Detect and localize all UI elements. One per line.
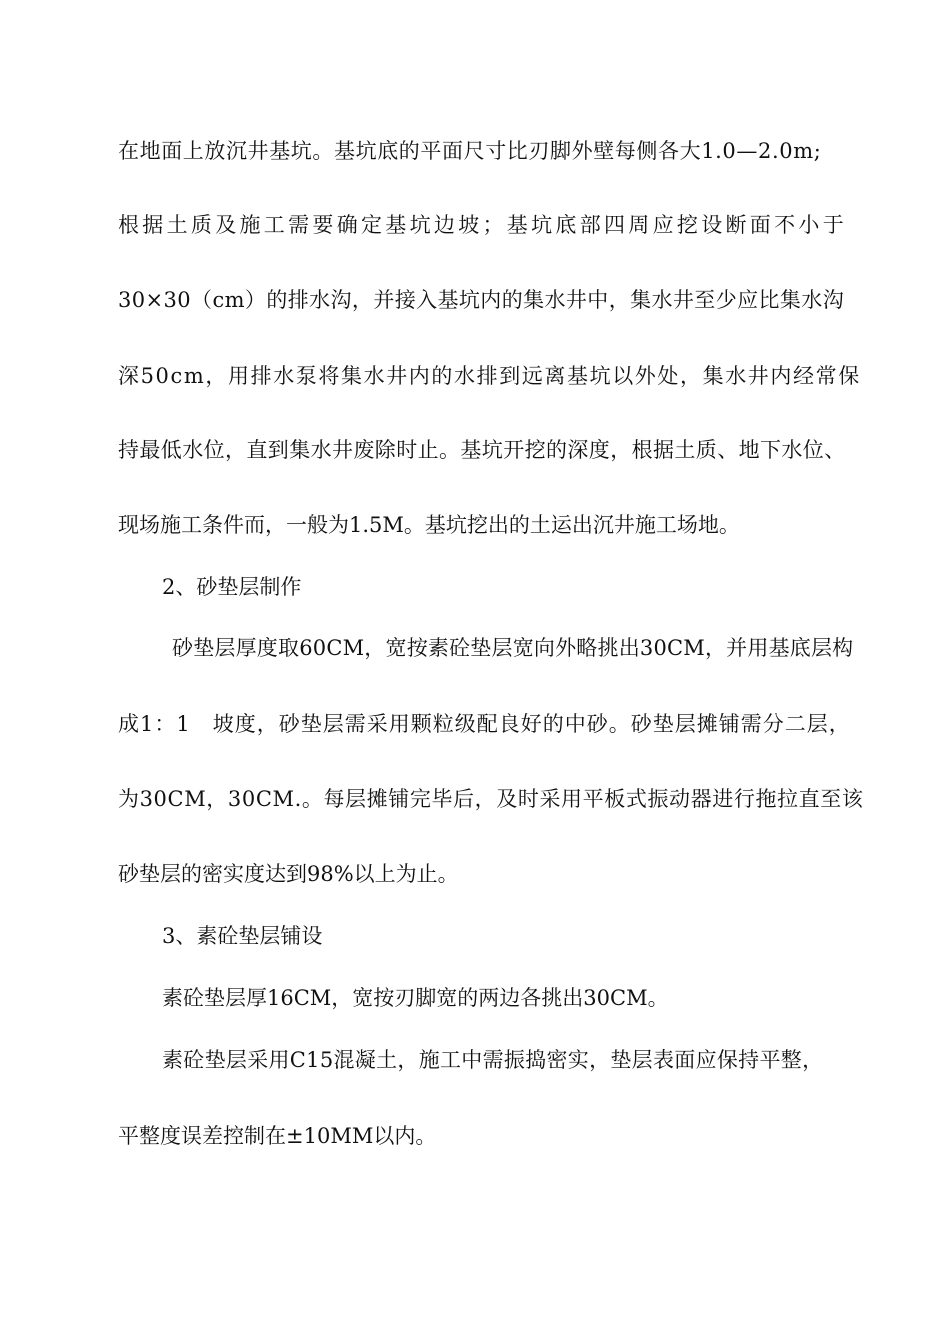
paragraph-line: 持最低水位，直到集水井废除时止。基坑开挖的深度，根据土质、地下水位、 xyxy=(118,438,846,462)
paragraph-line: 现场施工条件而，一般为1.5M。基坑挖出的土运出沉井施工场地。 xyxy=(118,513,740,537)
paragraph-line: 砂垫层的密实度达到98%以上为止。 xyxy=(118,862,459,886)
paragraph-line: 砂垫层厚度取60CM，宽按素砼垫层宽向外略挑出30CM，并用基底层构 xyxy=(172,636,854,660)
paragraph-line: 30×30（cm）的排水沟，并接入基坑内的集水井中，集水井至少应比集水沟 xyxy=(118,288,845,312)
paragraph-line: 平整度误差控制在±10MM以内。 xyxy=(118,1124,437,1148)
paragraph-line: 为30CM，30CM.。每层摊铺完毕后，及时采用平板式振动器进行拖拉直至该 xyxy=(118,787,864,811)
paragraph-line: 素砼垫层采用C15混凝土，施工中需振捣密实，垫层表面应保持平整， xyxy=(162,1048,824,1072)
paragraph-line: 在地面上放沉井基坑。基坑底的平面尺寸比刃脚外壁每侧各大1.0—2.0m; xyxy=(118,139,822,163)
paragraph-line: 深50cm，用排水泵将集水井内的水排到远离基坑以外处，集水井内经常保 xyxy=(118,364,861,388)
section-heading: 2、砂垫层制作 xyxy=(162,575,302,599)
paragraph-line: 素砼垫层厚16CM，宽按刃脚宽的两边各挑出30CM。 xyxy=(162,986,669,1010)
section-heading: 3、素砼垫层铺设 xyxy=(162,924,323,948)
paragraph-line: 成1：1 坡度，砂垫层需采用颗粒级配良好的中砂。砂垫层摊铺需分二层， xyxy=(118,712,851,736)
paragraph-line: 根据土质及施工需要确定基坑边坡；基坑底部四周应挖设断面不小于 xyxy=(118,213,847,237)
